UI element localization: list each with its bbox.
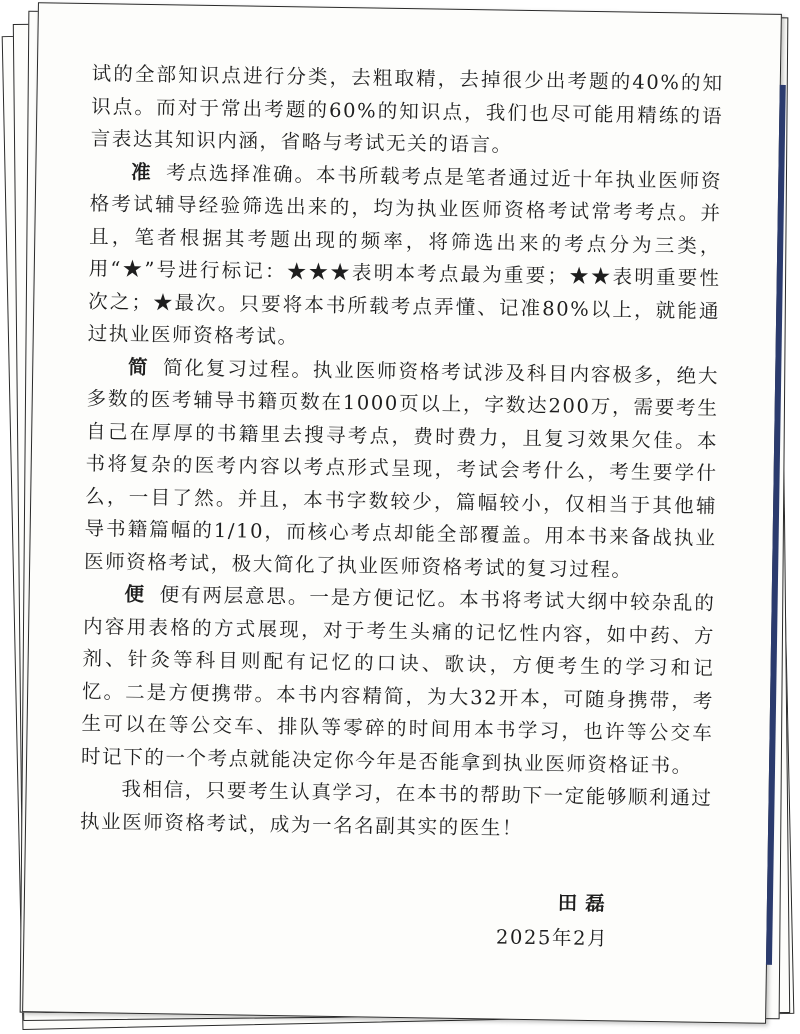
paragraph-jian bbox=[84, 350, 719, 587]
date-line: 2025年2月 bbox=[495, 924, 609, 950]
document-body bbox=[78, 58, 724, 957]
keyword-zhun: 准 bbox=[130, 160, 153, 184]
keyword-jian: 简 bbox=[127, 355, 150, 379]
paragraph-bian bbox=[81, 578, 716, 783]
paragraph-text: 试的全部知识点进行分类，去粗取精，去掉很少出考题的40%的知识点。而对于常出考题的60%的知识点，我们也尽可能用精练的语言表达其知识内涵，省略与考试无关的语言。 bbox=[90, 61, 724, 157]
paragraph-closing bbox=[80, 773, 713, 848]
paragraph-zhun bbox=[87, 155, 722, 360]
paragraph-text: 我相信，只要考生认真学习，在本书的帮助下一定能够顺利通过执业医师资格考试，成为一名名副其实的医生！ bbox=[79, 777, 713, 840]
author-signature: 田磊 bbox=[557, 891, 613, 916]
paragraph-text: 简化复习过程。执业医师资格考试涉及科目内容极多，绝大多数的医考辅导书籍页数在1000页以上，字数达200万，需要考生自己在厚厚的书籍里去搜寻考点，费时费力，且复习效果欠佳。本书将复杂的医考内容以考点形式呈现，考试会考什么，考生要学什么，一目了然。并且，本书字数较少，篇幅较小，仅相当于其他辅导书籍篇幅的1/10，而核心考点却能全部覆盖。用本书来备战执业医师资格考试，极大简化了执业医师资格考试的复习过程。 bbox=[83, 355, 720, 582]
keyword-bian: 便 bbox=[124, 582, 147, 606]
paragraph-intro bbox=[90, 58, 723, 165]
paragraph-text: 便有两层意思。一是方便记忆。本书将考试大纲中较杂乱的内容用表格的方式展现，对于考生头痛的记忆性内容，如中药、方剂、针灸等科目则配有记忆的口诀、歌诀，方便考生的学习和记忆。二是方便携带。本书内容精简，为大32开本，可随身携带，考生可以在等公交车、排队等零碎的时间用本书学习，也许等公交车时记下的一个考点就能决定你今年是否能拿到执业医师资格证书。 bbox=[80, 583, 716, 778]
paragraph-text: 考点选择准确。本书所载考点是笔者通过近十年执业医师资格考试辅导经验筛选出来的，均为执业医师资格考试常考考点。并且，笔者根据其考题出现的频率，将筛选出来的考点分为三类，用“★”号进行标记：★★★表明本考点最为重要；★★表明重要性次之；★最次。只要将本书所载考点弄懂、记准80%以上，就能通过执业医师资格考试。 bbox=[87, 160, 723, 349]
